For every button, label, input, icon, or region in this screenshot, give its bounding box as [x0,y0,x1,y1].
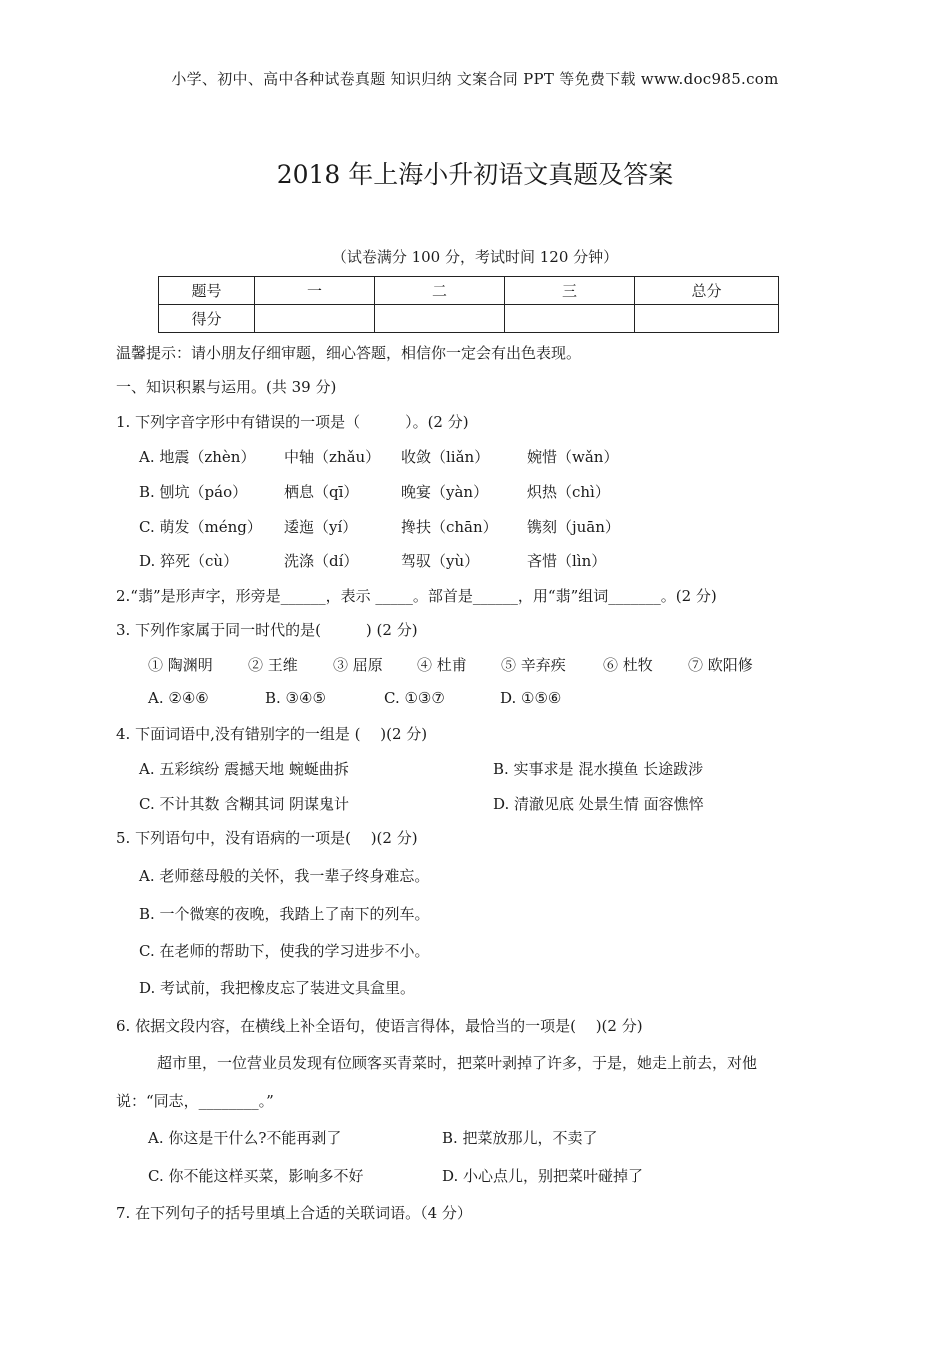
score-input-cell [375,305,505,333]
passage-text: 超市里，一位营业员发现有位顾客买青菜时，把菜叶剥掉了许多，于是，她走上前去，对他 [157,1054,758,1072]
option-text: D. 考试前，我把橡皮忘了装进文具盒里。 [139,979,416,997]
option-text: 收敛（liǎn） [401,448,490,466]
option-text: B. ③④⑤ [265,689,326,707]
option-text: 搀扶（chān） [401,518,498,536]
option-text: C. 萌发（méng） [139,518,262,536]
option-text: 镌刻（juān） [527,518,620,536]
author-item: ⑤ 辛弃疾 [501,656,566,674]
table-cell: 二 [375,277,505,305]
option-text: 中轴（zhǎu） [284,448,381,466]
table-row [159,277,779,305]
author-item: ⑦ 欧阳修 [688,656,753,674]
page-title: 2018 年上海小升初语文真题及答案 [276,160,674,189]
option-text: 炽热（chì） [527,483,610,501]
option-text: D. ①⑤⑥ [500,689,562,707]
option-text: B. 一个微寒的夜晚，我踏上了南下的列车。 [139,905,430,923]
option-text: B. 刨坑（páo） [139,483,248,501]
option-text: D. 小心点儿，别把菜叶碰掉了 [442,1167,644,1185]
option-text: 驾驭（yù） [401,552,480,570]
option-text: D. 猝死（cù） [139,552,239,570]
option-text: A. 五彩缤纷 震撼天地 蜿蜒曲拆 [139,760,349,778]
score-input-cell [505,305,635,333]
table-cell: 题号 [159,277,255,305]
question-3: 3. 下列作家属于同一时代的是( ) (2 分) [116,621,418,639]
author-item: ⑥ 杜牧 [603,656,653,674]
question-4: 4. 下面词语中,没有错别字的一组是 ( )(2 分) [116,725,428,743]
exam-info: （试卷满分 100 分，考试时间 120 分钟） [331,248,619,266]
option-text: C. 你不能这样买菜，影响多不好 [148,1167,364,1185]
author-item: ① 陶渊明 [148,656,213,674]
option-text: A. ②④⑥ [148,689,209,707]
option-text: 栖息（qī） [284,483,359,501]
option-text: C. ①③⑦ [384,689,445,707]
table-cell: 总分 [635,277,779,305]
option-text: B. 把菜放那儿，不卖了 [442,1129,598,1147]
option-text: B. 实事求是 混水摸鱼 长途跋涉 [493,760,704,778]
table-cell: 得分 [159,305,255,333]
tip-text: 温馨提示：请小朋友仔细审题，细心答题，相信你一定会有出色表现。 [116,344,582,362]
option-text: A. 你这是干什么?不能再剥了 [148,1129,342,1147]
option-text: 吝惜（lìn） [527,552,607,570]
author-item: ④ 杜甫 [417,656,467,674]
option-text: 逶迤（yí） [284,518,358,536]
score-input-cell [635,305,779,333]
option-text: 洗涤（dí） [284,552,359,570]
section-heading: 一、知识积累与运用。(共 39 分) [116,378,337,396]
option-text: C. 在老师的帮助下，使我的学习进步不小。 [139,942,430,960]
score-table [158,276,779,333]
question-5: 5. 下列语句中，没有语病的一项是( )(2 分) [116,829,418,847]
author-item: ③ 屈原 [333,656,383,674]
option-text: D. 清澈见底 处景生情 面容憔悴 [493,795,704,813]
option-text: 婉惜（wǎn） [527,448,619,466]
question-2: 2.“翡”是形声字，形旁是______，表示 _____。部首是______，用“翡”组词_______。(2 分) [116,587,717,605]
score-input-cell [255,305,375,333]
question-1: 1. 下列字音字形中有错误的一项是（ ）。(2 分) [116,413,469,431]
table-cell: 一 [255,277,375,305]
question-7: 7. 在下列句子的括号里填上合适的关联词语。（4 分） [116,1204,472,1222]
table-cell: 三 [505,277,635,305]
page-header: 小学、初中、高中各种试卷真题 知识归纳 文案合同 PPT 等免费下载 www.doc985.com [171,70,779,88]
author-item: ② 王维 [248,656,298,674]
table-row [159,305,779,333]
passage-text: 说：“同志，________。” [116,1092,274,1110]
question-6: 6. 依据文段内容，在横线上补全语句，使语言得体，最恰当的一项是( )(2 分) [116,1017,643,1035]
option-text: 晚宴（yàn） [401,483,489,501]
option-text: A. 老师慈母般的关怀，我一辈子终身难忘。 [139,867,430,885]
option-text: C. 不计其数 含糊其词 阴谋鬼计 [139,795,350,813]
option-text: A. 地震（zhèn） [139,448,256,466]
